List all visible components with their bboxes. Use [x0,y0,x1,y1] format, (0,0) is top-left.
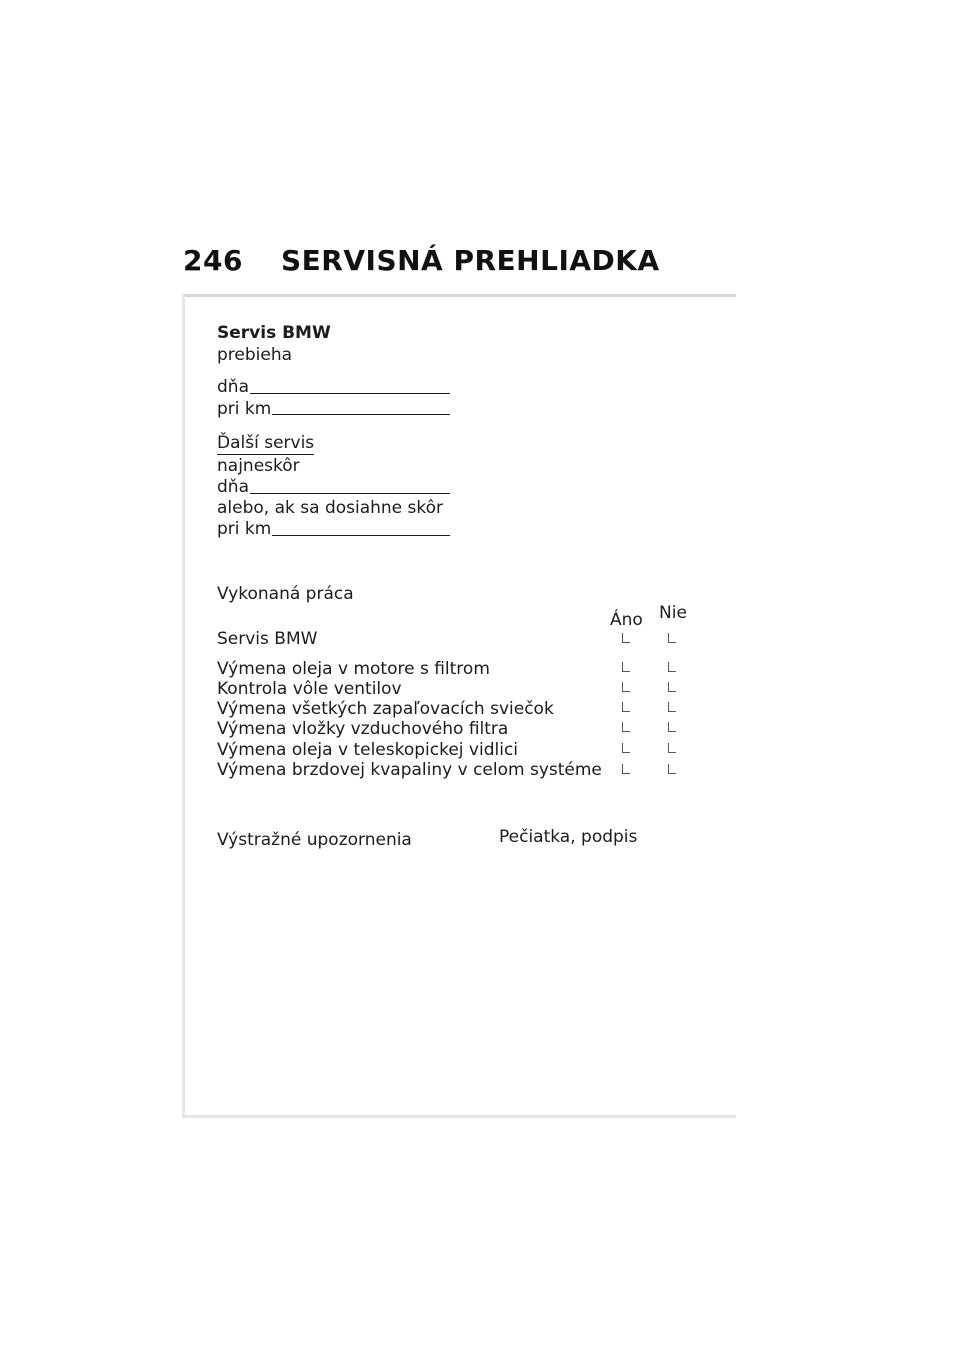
column-yes-label: Áno [610,610,643,630]
checkbox-yes-engine-oil[interactable] [622,662,630,672]
checkbox-yes-service[interactable] [622,633,630,643]
column-no-label: Nie [659,603,687,623]
work-item-brake-fluid: Výmena brzdovej kvapaliny v celom systéme [217,760,602,780]
checkbox-no-service[interactable] [668,633,676,643]
warnings-label: Výstražné upozornenia [217,830,412,850]
work-item-fork-oil: Výmena oleja v teleskopickej vidlici [217,740,519,760]
work-item-service: Servis BMW [217,629,318,649]
checkbox-yes-fork-oil[interactable] [622,743,630,753]
work-item-air-filter: Výmena vložky vzduchového filtra [217,719,509,739]
next-service-heading-text: Ďalší servis [217,433,315,453]
service-date-label: dňa [217,377,249,397]
checkbox-yes-valve-clearance[interactable] [622,682,630,692]
page-number: 246 [183,244,243,277]
checkbox-no-engine-oil[interactable] [668,662,676,672]
checkbox-no-valve-clearance[interactable] [668,682,676,692]
checkbox-no-brake-fluid[interactable] [668,764,676,774]
next-service-date-field[interactable] [250,493,450,494]
service-km-field[interactable] [272,414,450,415]
next-service-latest: najneskôr [217,456,300,476]
work-item-engine-oil: Výmena oleja v motore s filtrom [217,659,490,679]
checkbox-yes-brake-fluid[interactable] [622,764,630,774]
checkbox-no-fork-oil[interactable] [668,743,676,753]
next-service-km-field[interactable] [272,535,450,536]
work-item-spark-plugs: Výmena všetkých zapaľovacích sviečok [217,699,554,719]
work-item-valve-clearance: Kontrola vôle ventilov [217,679,402,699]
work-heading: Vykonaná práca [217,584,354,604]
service-km-label: pri km [217,399,272,419]
next-service-date-label: dňa [217,477,249,497]
frame-left-border [182,294,185,1118]
next-service-km-label: pri km [217,519,272,539]
next-service-or-label: alebo, ak sa dosiahne skôr [217,498,444,518]
checkbox-no-air-filter[interactable] [668,722,676,732]
next-service-heading [217,433,314,455]
page-title: SERVISNÁ PREHLIADKA [281,244,660,277]
checkbox-yes-air-filter[interactable] [622,722,630,732]
checkbox-yes-spark-plugs[interactable] [622,702,630,712]
service-status: prebieha [217,345,293,365]
frame-top-border [182,294,736,297]
service-date-field[interactable] [250,393,450,394]
checkbox-no-spark-plugs[interactable] [668,702,676,712]
service-heading: Servis BMW [217,323,331,343]
frame-bottom-border [182,1115,736,1118]
stamp-signature-label: Pečiatka, podpis [499,827,638,847]
